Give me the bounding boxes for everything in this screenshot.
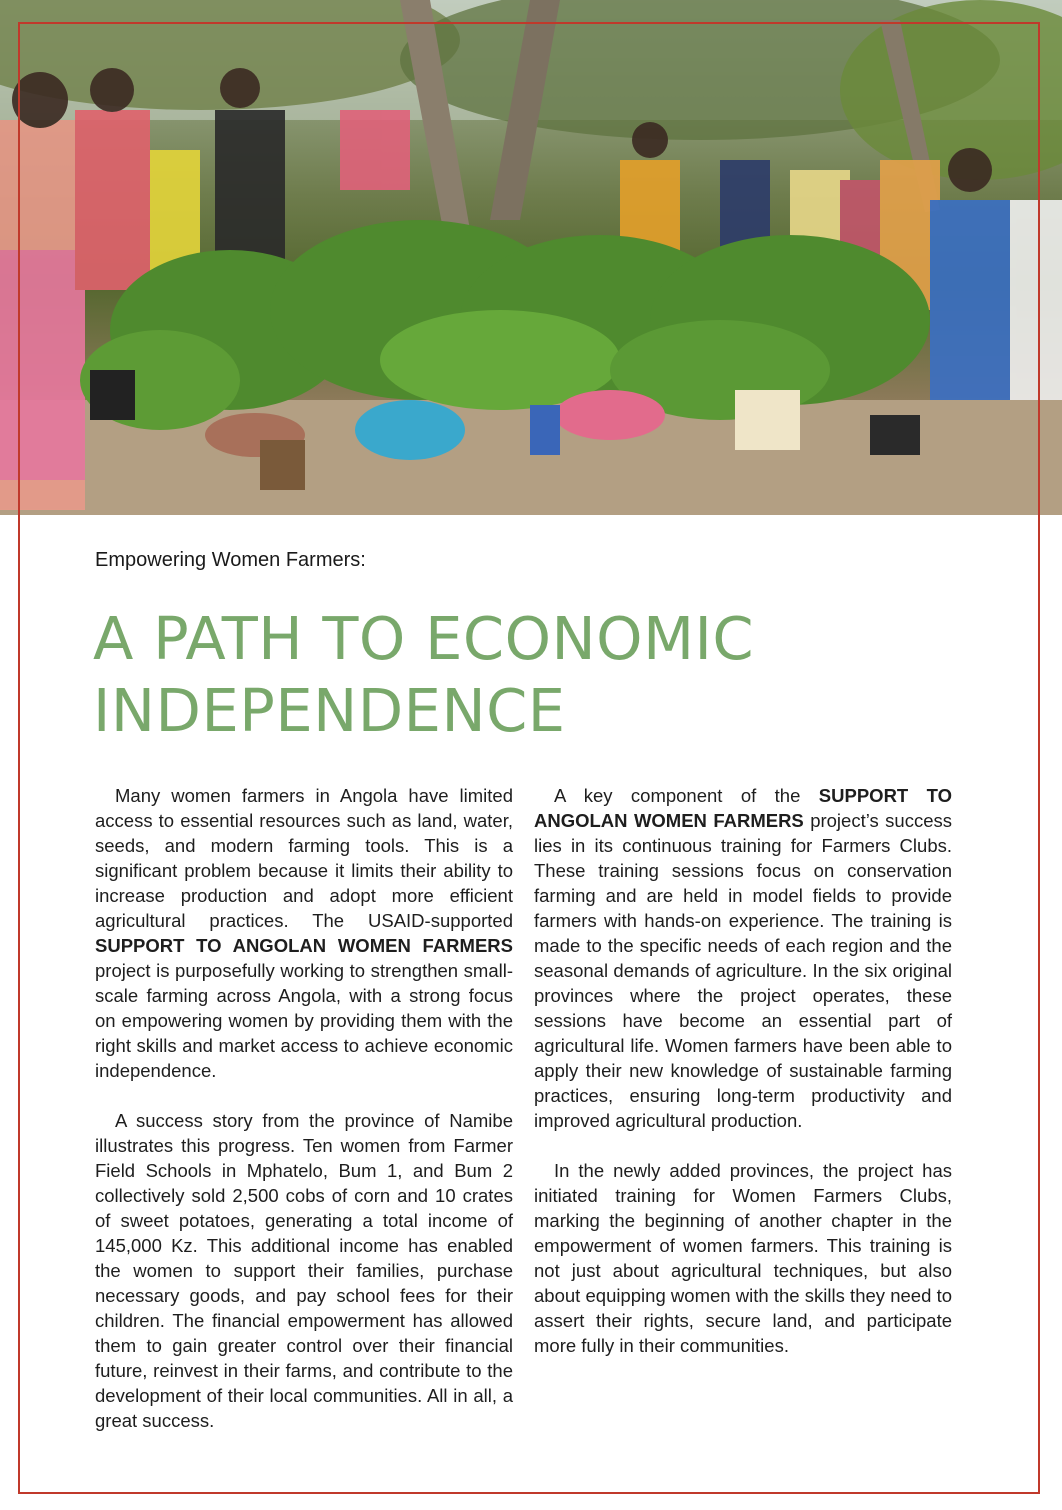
left-paragraph-1: Many women farmers in Angola have limited access to essential resources such as land, water, seeds, and modern farming tools. This is a significant problem because it limits their ability to increase production and adopt more efficient agricultural practices. The USAID-supported SUPPORT TO ANGOLAN WOMEN FARMERS project is purposefully working to strengthen small-scale farming across Angola, with a strong focus on empowering women by providing them with the right skills and market access to achieve economic independence. xyxy=(95,785,513,1081)
photo-illustration xyxy=(0,0,1062,515)
project-name-bold: SUPPORT TO ANGOLAN WOMEN FARMERS xyxy=(534,785,952,831)
article-title xyxy=(93,603,973,747)
right-paragraph-1: A key component of the SUPPORT TO ANGOLAN WOMEN FARMERS project’s success lies in its continuous training for Farmers Clubs. These training sessions focus on conservation farming and are held in model fields to provide farmers with hands-on experience. The training is made to the specific needs of each region and the seasonal demands of agriculture. In the six original provinces where the project operates, these sessions have become an essential part of agricultural life. Women farmers have been able to apply their new knowledge of sustainable farming practices, ensuring long-term productivity and improved agricultural production. xyxy=(534,785,952,1131)
title-line-2: INDEPENDENCE xyxy=(93,676,566,745)
title-line-1: A PATH TO ECONOMIC xyxy=(93,604,755,673)
project-name-bold: SUPPORT TO ANGOLAN WOMEN FARMERS xyxy=(95,935,513,956)
article-kicker: Empowering Women Farmers: xyxy=(95,549,366,571)
left-paragraph-2: A success story from the province of Namibe illustrates this progress. Ten women from Farmer Field Schools in Mphatelo, Bum 1, and Bum 2 collectively sold 2,500 cobs of corn and 10 crates of sweet potatoes, generating a total income of 145,000 Kz. This additional income has enabled the women to support their families, purchase necessary goods, and pay school fees for their children. The financial empowerment has allowed them to gain greater control over their financial future, reinvest in their farms, and contribute to the development of their local communities. All in all, a great success. xyxy=(95,1110,513,1431)
hero-photo xyxy=(0,0,1062,515)
left-column xyxy=(95,783,513,1458)
right-paragraph-2: In the newly added provinces, the project has initiated training for Women Farmers Clubs, marking the beginning of another chapter in the empowerment of women farmers. This training is not just about agricultural techniques, but also about equipping women with the skills they need to assert their rights, secure land, and participate more fully in their communities. xyxy=(534,1160,952,1356)
right-column xyxy=(534,783,952,1383)
